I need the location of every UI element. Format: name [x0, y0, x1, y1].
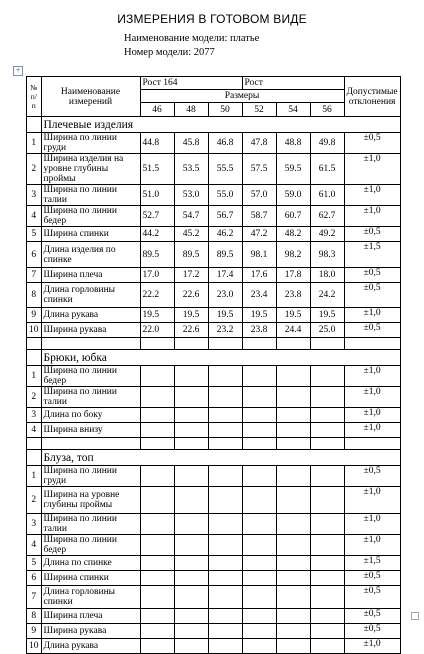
measurement-value: 17.6: [242, 268, 276, 283]
tolerance-value: ±0,5: [344, 586, 400, 609]
measurement-value: 23.4: [242, 283, 276, 308]
empty-cell: [310, 338, 344, 350]
table-row: [27, 609, 401, 624]
measurement-value: [140, 556, 174, 571]
measurement-value: [140, 609, 174, 624]
section-row: [27, 450, 401, 466]
measurement-value: 23.8: [242, 323, 276, 338]
measurement-value: [140, 535, 174, 556]
measurement-value: 47.8: [242, 133, 276, 154]
measurement-value: 89.5: [208, 242, 242, 268]
measurement-value: 45.8: [174, 133, 208, 154]
measurement-value: 57.5: [242, 154, 276, 185]
measurement-value: 62.7: [310, 206, 344, 227]
table-row: [27, 387, 401, 408]
measurement-value: [174, 466, 208, 487]
measurement-value: 24.4: [276, 323, 310, 338]
measurement-value: [208, 624, 242, 639]
row-number: 6: [27, 242, 42, 268]
measurement-value: 58.7: [242, 206, 276, 227]
size-52: 52: [242, 103, 276, 117]
tolerance-value: ±1,0: [344, 535, 400, 556]
header-row-height: [27, 77, 401, 90]
empty-cell: [310, 438, 344, 450]
row-number: 9: [27, 624, 42, 639]
measurement-value: [310, 466, 344, 487]
measurement-value: [310, 366, 344, 387]
measurement-name: Ширина рукава: [41, 323, 140, 338]
measurement-value: 61.5: [310, 154, 344, 185]
tolerance-value: ±1,0: [344, 185, 400, 206]
measurement-value: [242, 571, 276, 586]
tolerance-value: ±0,5: [344, 571, 400, 586]
measurement-name: Ширина плеча: [41, 268, 140, 283]
measurement-value: [208, 366, 242, 387]
tolerance-value: ±1,5: [344, 556, 400, 571]
table-row: [27, 487, 401, 514]
measurement-value: [242, 366, 276, 387]
measurement-value: 17.0: [140, 268, 174, 283]
tolerance-value: ±1,0: [344, 408, 400, 423]
measurement-value: [276, 423, 310, 438]
section-number-cell: [27, 117, 42, 133]
row-number: 4: [27, 423, 42, 438]
measurement-value: 19.5: [242, 308, 276, 323]
measurement-value: 49.8: [310, 133, 344, 154]
header-number: № п/ п: [27, 77, 42, 117]
row-number: 5: [27, 556, 42, 571]
measurement-name: Ширина по линии талии: [41, 514, 140, 535]
measurement-value: 22.0: [140, 323, 174, 338]
size-50: 50: [208, 103, 242, 117]
measurement-value: [276, 624, 310, 639]
measurement-value: [140, 514, 174, 535]
measurement-value: [140, 624, 174, 639]
row-number: 4: [27, 206, 42, 227]
measurement-value: [174, 487, 208, 514]
table-row: [27, 366, 401, 387]
row-number: 1: [27, 466, 42, 487]
model-name: Наименование модели: платье: [124, 33, 260, 44]
measurement-value: [208, 586, 242, 609]
table-row: [27, 227, 401, 242]
measurement-value: [276, 514, 310, 535]
measurement-value: [208, 408, 242, 423]
measurement-name: Ширина по линии бедер: [41, 366, 140, 387]
measurement-value: [174, 387, 208, 408]
measurement-value: [310, 535, 344, 556]
empty-cell: [344, 438, 400, 450]
measurement-name: Длина горловины спинки: [41, 283, 140, 308]
table-row: [27, 323, 401, 338]
measurement-value: [208, 466, 242, 487]
measurement-value: 55.0: [208, 185, 242, 206]
measurement-value: [242, 423, 276, 438]
tolerance-value: ±0,5: [344, 323, 400, 338]
measurement-value: 45.2: [174, 227, 208, 242]
measurement-name: Ширина спинки: [41, 227, 140, 242]
measurement-value: 61.0: [310, 185, 344, 206]
measurement-value: 89.5: [140, 242, 174, 268]
row-number: 1: [27, 366, 42, 387]
measurement-value: 22.6: [174, 283, 208, 308]
table-row: [27, 242, 401, 268]
tolerance-value: ±1,0: [344, 639, 400, 654]
empty-cell: [41, 338, 140, 350]
measurement-value: [174, 423, 208, 438]
measurement-value: [208, 571, 242, 586]
measurement-value: [174, 571, 208, 586]
measurement-value: 53.0: [174, 185, 208, 206]
header-measurement-name: Наименование измерений: [41, 77, 140, 117]
tolerance-value: ±1,0: [344, 423, 400, 438]
measurement-value: 23.2: [208, 323, 242, 338]
table-row: [27, 308, 401, 323]
spacer-row: [27, 338, 401, 350]
size-54: 54: [276, 103, 310, 117]
measurement-value: 49.2: [310, 227, 344, 242]
measurement-value: 22.6: [174, 323, 208, 338]
measurement-name: Длина горловины спинки: [41, 586, 140, 609]
empty-cell: [140, 338, 174, 350]
measurement-value: [242, 487, 276, 514]
row-number: 3: [27, 408, 42, 423]
measurement-value: [140, 387, 174, 408]
measurement-name: Ширина по линии талии: [41, 387, 140, 408]
measurement-value: [140, 571, 174, 586]
measurement-name: Ширина по линии талии: [41, 185, 140, 206]
measurement-name: Длина по спинке: [41, 556, 140, 571]
row-number: 2: [27, 387, 42, 408]
measurement-value: 98.1: [242, 242, 276, 268]
measurement-value: 59.0: [276, 185, 310, 206]
table-move-handle-icon[interactable]: +: [13, 66, 23, 76]
measurement-name: Ширина на уровне глубины проймы: [41, 487, 140, 514]
empty-cell: [242, 438, 276, 450]
tolerance-value: ±1,0: [344, 387, 400, 408]
row-number: 10: [27, 639, 42, 654]
measurement-value: [174, 514, 208, 535]
measurement-value: [174, 366, 208, 387]
measurement-name: Длина изделия по спинке: [41, 242, 140, 268]
measurement-value: 48.2: [276, 227, 310, 242]
model-number: Номер модели: 2077: [124, 47, 215, 58]
measurement-name: Ширина рукава: [41, 624, 140, 639]
measurement-value: [174, 408, 208, 423]
row-number: 7: [27, 586, 42, 609]
measurement-value: 44.2: [140, 227, 174, 242]
empty-cell: [27, 338, 42, 350]
table-row: [27, 466, 401, 487]
empty-cell: [27, 438, 42, 450]
spacer-row: [27, 438, 401, 450]
measurement-value: 19.5: [140, 308, 174, 323]
measurement-value: [276, 387, 310, 408]
size-46: 46: [140, 103, 174, 117]
empty-cell: [242, 338, 276, 350]
measurement-value: 19.5: [174, 308, 208, 323]
measurement-value: 25.0: [310, 323, 344, 338]
measurement-value: [310, 514, 344, 535]
measurement-value: [174, 556, 208, 571]
table-row: [27, 514, 401, 535]
row-number: 3: [27, 185, 42, 206]
measurement-value: [208, 535, 242, 556]
table-row: [27, 624, 401, 639]
measurement-value: [310, 571, 344, 586]
measurement-value: [208, 514, 242, 535]
size-56: 56: [310, 103, 344, 117]
section-title: Блуза, топ: [41, 450, 400, 466]
measurement-value: [310, 556, 344, 571]
row-number: 1: [27, 133, 42, 154]
empty-cell: [208, 438, 242, 450]
measurement-value: 17.4: [208, 268, 242, 283]
empty-cell: [276, 438, 310, 450]
measurement-value: [276, 571, 310, 586]
header-height-164: Рост 164: [140, 77, 242, 90]
measurement-name: Ширина спинки: [41, 571, 140, 586]
table-row: [27, 185, 401, 206]
measurement-value: 22.2: [140, 283, 174, 308]
measurement-value: 23.8: [276, 283, 310, 308]
measurement-value: 24.2: [310, 283, 344, 308]
measurement-value: [140, 466, 174, 487]
measurement-name: Ширина по линии груди: [41, 133, 140, 154]
measurement-value: [276, 586, 310, 609]
table-row: [27, 206, 401, 227]
measurement-value: 98.3: [310, 242, 344, 268]
row-number: 9: [27, 308, 42, 323]
table-body: [27, 77, 401, 654]
measurement-value: [276, 366, 310, 387]
measurement-value: [140, 366, 174, 387]
table-row: [27, 423, 401, 438]
measurement-value: 51.5: [140, 154, 174, 185]
empty-cell: [140, 438, 174, 450]
measurement-value: 51.0: [140, 185, 174, 206]
measurement-value: [174, 624, 208, 639]
measurement-value: [242, 387, 276, 408]
measurement-value: [276, 535, 310, 556]
tolerance-value: ±0,5: [344, 227, 400, 242]
measurement-value: [208, 609, 242, 624]
measurement-value: [208, 556, 242, 571]
table-row: [27, 133, 401, 154]
measurement-name: Ширина изделия на уровне глубины проймы: [41, 154, 140, 185]
measurement-value: 46.8: [208, 133, 242, 154]
table-row: [27, 571, 401, 586]
table-row: [27, 154, 401, 185]
table-row: [27, 408, 401, 423]
measurement-value: [310, 423, 344, 438]
measurement-value: 47.2: [242, 227, 276, 242]
tolerance-value: ±0,5: [344, 283, 400, 308]
measurement-value: [276, 556, 310, 571]
row-number: 4: [27, 535, 42, 556]
empty-cell: [344, 338, 400, 350]
measurement-value: 98.2: [276, 242, 310, 268]
table-row: [27, 283, 401, 308]
measurement-value: [310, 487, 344, 514]
measurement-name: Ширина плеча: [41, 609, 140, 624]
empty-cell: [174, 438, 208, 450]
row-number: 2: [27, 154, 42, 185]
measurement-value: [174, 639, 208, 654]
measurement-value: [242, 586, 276, 609]
measurement-value: [276, 466, 310, 487]
tolerance-value: ±1,0: [344, 206, 400, 227]
measurement-value: 52.7: [140, 206, 174, 227]
table-row: [27, 268, 401, 283]
tolerance-value: ±1,0: [344, 308, 400, 323]
measurement-value: 53.5: [174, 154, 208, 185]
row-number: 8: [27, 283, 42, 308]
measurement-value: 60.7: [276, 206, 310, 227]
measurement-value: 23.0: [208, 283, 242, 308]
measurement-value: [140, 586, 174, 609]
measurement-value: [276, 408, 310, 423]
section-row: [27, 350, 401, 366]
measurement-value: 59.5: [276, 154, 310, 185]
measurement-value: 18.0: [310, 268, 344, 283]
table-row: [27, 535, 401, 556]
measurement-value: [242, 556, 276, 571]
measurement-value: [242, 624, 276, 639]
header-tolerance: Допустимые отклонения: [344, 77, 400, 117]
measurement-value: [140, 639, 174, 654]
measurement-value: [242, 514, 276, 535]
tolerance-value: ±1,0: [344, 514, 400, 535]
measurement-name: Ширина по линии груди: [41, 466, 140, 487]
measurement-value: [276, 609, 310, 624]
header-sizes-label: Размеры: [140, 90, 344, 103]
table-row: [27, 556, 401, 571]
table-row: [27, 586, 401, 609]
section-number-cell: [27, 350, 42, 366]
row-number: 2: [27, 487, 42, 514]
measurement-value: [242, 535, 276, 556]
empty-cell: [174, 338, 208, 350]
tolerance-value: ±0,5: [344, 609, 400, 624]
measurement-value: [208, 423, 242, 438]
row-number: 7: [27, 268, 42, 283]
measurement-name: Длина рукава: [41, 308, 140, 323]
measurement-value: [242, 408, 276, 423]
section-row: [27, 117, 401, 133]
measurement-value: 19.5: [208, 308, 242, 323]
measurement-value: 57.0: [242, 185, 276, 206]
measurement-value: 54.7: [174, 206, 208, 227]
measurement-value: [174, 586, 208, 609]
measurement-value: [310, 639, 344, 654]
header-height-2: Рост: [242, 77, 344, 90]
measurement-value: 19.5: [276, 308, 310, 323]
measurement-value: 17.2: [174, 268, 208, 283]
measurement-value: [174, 609, 208, 624]
tolerance-value: ±1,5: [344, 242, 400, 268]
tolerance-value: ±0,5: [344, 624, 400, 639]
measurement-value: 19.5: [310, 308, 344, 323]
row-number: 10: [27, 323, 42, 338]
row-number: 6: [27, 571, 42, 586]
measurement-value: [208, 387, 242, 408]
measurement-name: Ширина внизу: [41, 423, 140, 438]
measurement-value: 55.5: [208, 154, 242, 185]
measurement-value: [140, 487, 174, 514]
measurement-value: [276, 487, 310, 514]
empty-cell: [41, 438, 140, 450]
measurement-name: Ширина по линии бедер: [41, 535, 140, 556]
section-title: Брюки, юбка: [41, 350, 400, 366]
tolerance-value: ±1,0: [344, 366, 400, 387]
measurement-value: [310, 624, 344, 639]
tolerance-value: ±1,0: [344, 487, 400, 514]
measurement-value: [276, 639, 310, 654]
table-row: [27, 639, 401, 654]
measurement-value: [310, 387, 344, 408]
measurement-value: 89.5: [174, 242, 208, 268]
measurement-name: Длина по боку: [41, 408, 140, 423]
section-title: Плечевые изделия: [41, 117, 400, 133]
measurement-value: [140, 408, 174, 423]
measurement-value: 44.8: [140, 133, 174, 154]
measurement-value: [208, 487, 242, 514]
measurement-value: [208, 639, 242, 654]
measurement-value: 46.2: [208, 227, 242, 242]
empty-cell: [208, 338, 242, 350]
measurement-value: [310, 609, 344, 624]
tolerance-value: ±0,5: [344, 466, 400, 487]
size-48: 48: [174, 103, 208, 117]
measurement-value: 48.8: [276, 133, 310, 154]
measurement-value: [310, 408, 344, 423]
empty-cell: [276, 338, 310, 350]
measurement-name: Ширина по линии бедер: [41, 206, 140, 227]
tolerance-value: ±0,5: [344, 133, 400, 154]
tolerance-value: ±1,0: [344, 154, 400, 185]
section-number-cell: [27, 450, 42, 466]
measurement-value: 17.8: [276, 268, 310, 283]
document-title: ИЗМЕРЕНИЯ В ГОТОВОМ ВИДЕ: [117, 12, 307, 26]
measurement-value: [242, 609, 276, 624]
row-number: 5: [27, 227, 42, 242]
measurements-table: [26, 76, 401, 654]
measurement-value: [310, 586, 344, 609]
measurement-value: [140, 423, 174, 438]
table-resize-handle-icon[interactable]: [411, 612, 419, 620]
measurement-value: 56.7: [208, 206, 242, 227]
measurement-value: [242, 466, 276, 487]
tolerance-value: ±0,5: [344, 268, 400, 283]
measurement-value: [242, 639, 276, 654]
measurement-name: Длина рукава: [41, 639, 140, 654]
row-number: 3: [27, 514, 42, 535]
row-number: 8: [27, 609, 42, 624]
measurement-value: [174, 535, 208, 556]
